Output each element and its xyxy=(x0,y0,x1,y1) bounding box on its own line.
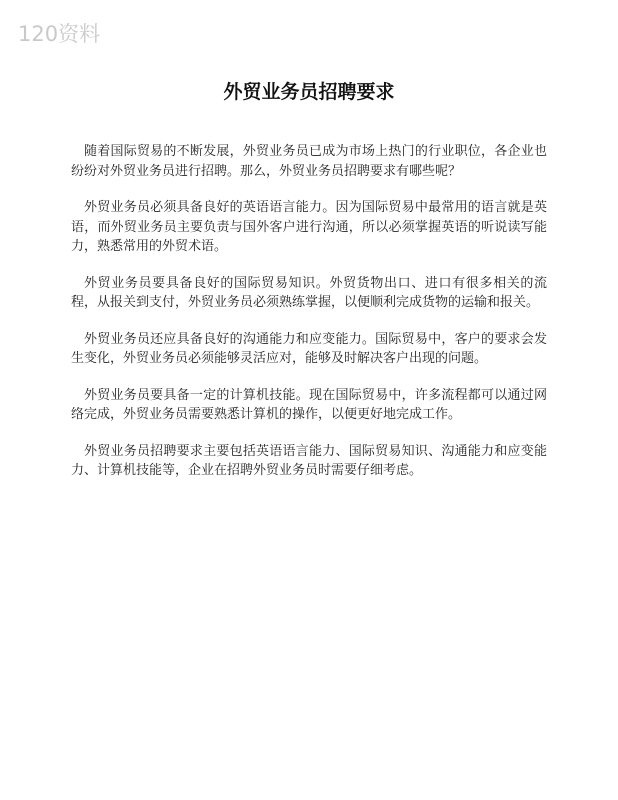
paragraph-communication: 外贸业务员还应具备良好的沟通能力和应变能力。国际贸易中，客户的要求会发生变化，外贸业务员必须能够灵活应对，能够及时解决客户出现的问题。 xyxy=(71,331,547,366)
page-title: 外贸业务员招聘要求 xyxy=(223,81,395,103)
paragraph-trade-knowledge: 外贸业务员要具备良好的国际贸易知识。外贸货物出口、进口有很多相关的流程，从报关到支付，外贸业务员必须熟练掌握，以便顺利完成货物的运输和报关。 xyxy=(71,275,547,310)
paragraph-english-ability: 外贸业务员必须具备良好的英语语言能力。因为国际贸易中最常用的语言就是英语，而外贸业务员主要负责与国外客户进行沟通，所以必须掌握英语的听说读写能力，熟悉常用的外贸术语。 xyxy=(71,200,547,254)
paragraph-computer-skills: 外贸业务员要具备一定的计算机技能。现在国际贸易中，许多流程都可以通过网络完成，外贸业务员需要熟悉计算机的操作，以便更好地完成工作。 xyxy=(71,387,547,422)
paragraph-intro: 随着国际贸易的不断发展，外贸业务员已成为市场上热门的行业职位，各企业也纷纷对外贸业务员进行招聘。那么，外贸业务员招聘要求有哪些呢？ xyxy=(71,144,547,179)
document-body xyxy=(71,142,547,498)
paragraph-summary: 外贸业务员招聘要求主要包括英语语言能力、国际贸易知识、沟通能力和应变能力、计算机技能等，企业在招聘外贸业务员时需要仔细考虑。 xyxy=(71,443,547,478)
watermark-text: 120资料 xyxy=(18,22,101,46)
